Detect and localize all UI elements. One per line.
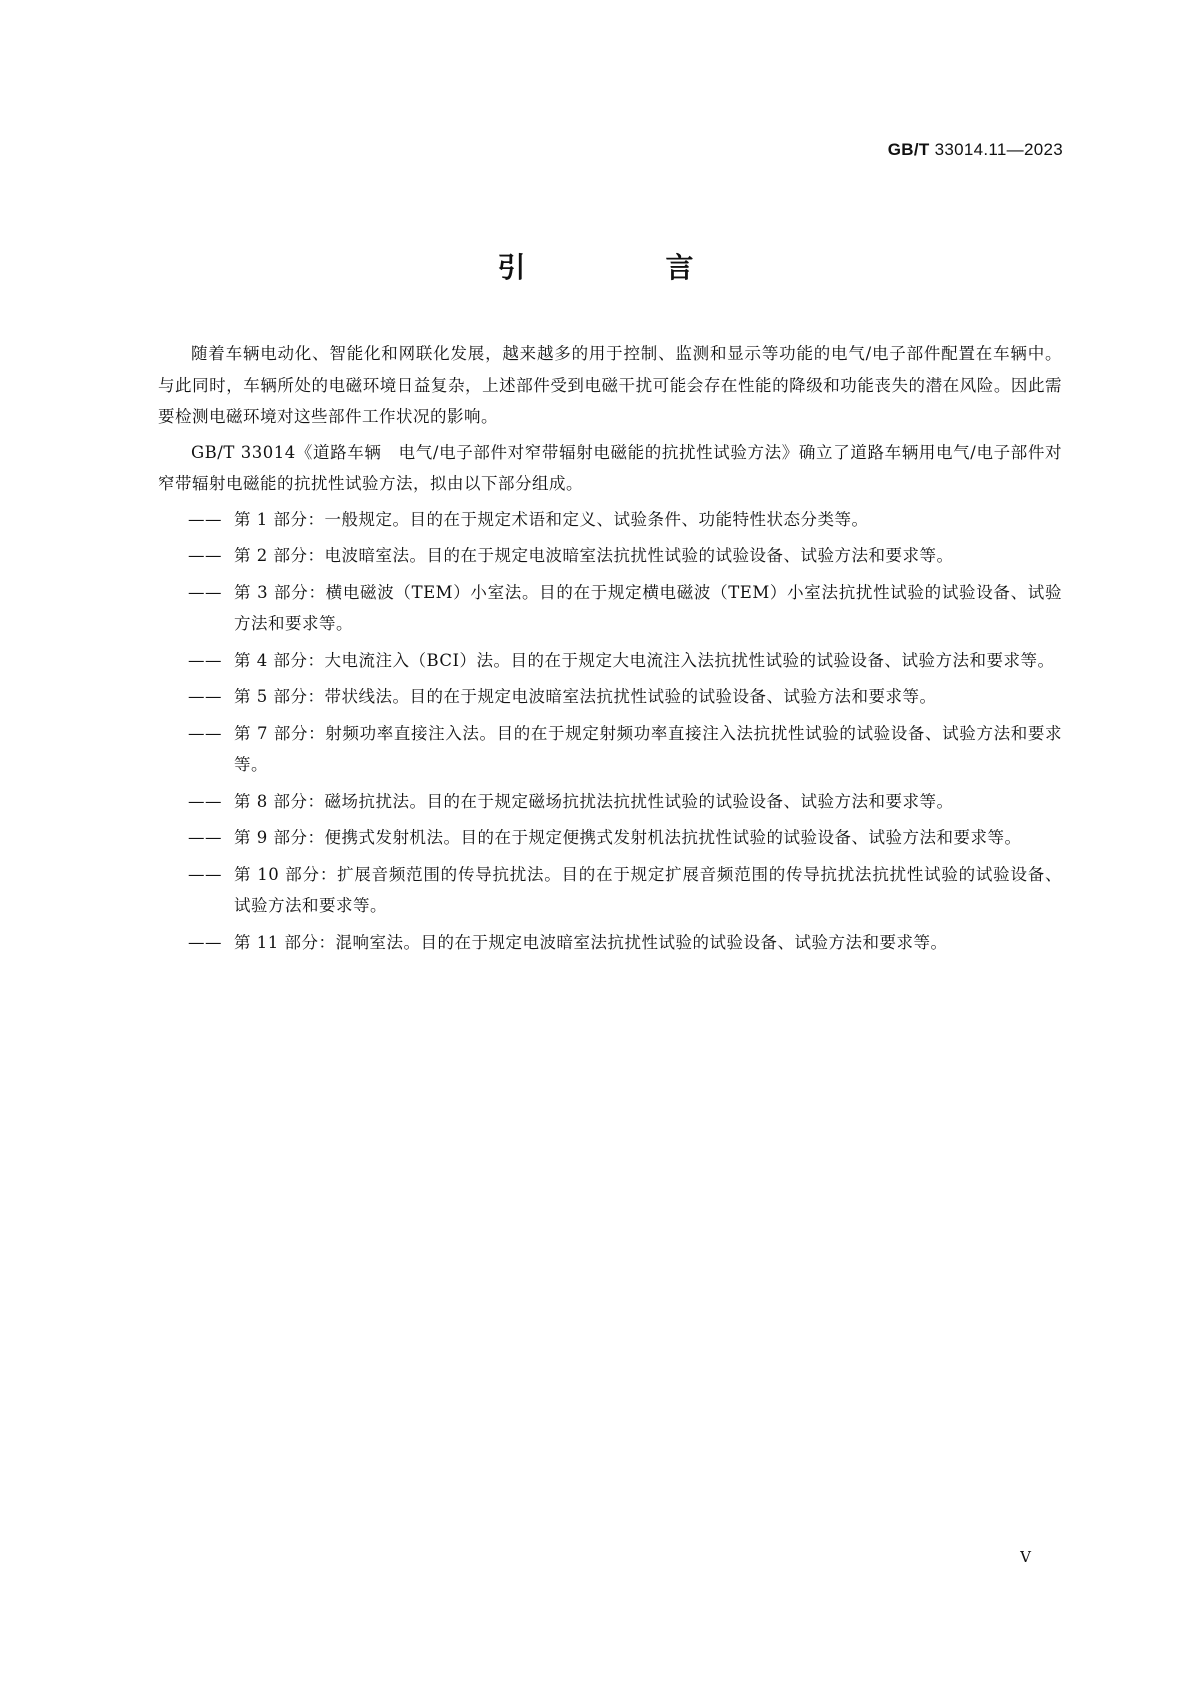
dash-marker: —— xyxy=(188,650,222,670)
standard-code-prefix: GB/T xyxy=(887,140,930,159)
page-number: V xyxy=(1020,1548,1031,1566)
list-item xyxy=(158,681,1062,713)
introduction-body xyxy=(158,338,1062,963)
list-item-text: 第 7 部分：射频功率直接注入法。目的在于规定射频功率直接注入法抗扰性试验的试验设备、试验方法和要求等。 xyxy=(234,723,1062,774)
list-item-text: 第 5 部分：带状线法。目的在于规定电波暗室法抗扰性试验的试验设备、试验方法和要求等。 xyxy=(234,687,937,706)
dash-marker: —— xyxy=(188,582,222,602)
list-item-text: 第 2 部分：电波暗室法。目的在于规定电波暗室法抗扰性试验的试验设备、试验方法和要求等。 xyxy=(234,546,954,565)
list-item xyxy=(158,822,1062,854)
list-item xyxy=(158,859,1062,922)
list-item xyxy=(158,786,1062,818)
dash-marker: —— xyxy=(188,723,222,743)
intro-paragraph-1: 随着车辆电动化、智能化和网联化发展，越来越多的用于控制、监测和显示等功能的电气/电子部件配置在车辆中。与此同时，车辆所处的电磁环境日益复杂，上述部件受到电磁干扰可能会存在性能的降级和功能丧失的潜在风险。因此需要检测电磁环境对这些部件工作状况的影响。 xyxy=(158,344,1062,426)
list-item xyxy=(158,504,1062,536)
dash-marker: —— xyxy=(188,687,222,706)
list-item xyxy=(158,927,1062,959)
standard-code-number: 33014.11—2023 xyxy=(934,140,1063,159)
standard-code xyxy=(888,140,1063,160)
intro-paragraph-2: GB/T 33014《道路车辆 电气/电子部件对窄带辐射电磁能的抗扰性试验方法》确立了道路车辆用电气/电子部件对窄带辐射电磁能的抗扰性试验方法，拟由以下部分组成。 xyxy=(158,442,1062,493)
dash-marker: —— xyxy=(188,932,222,952)
list-item-text: 第 8 部分：磁场抗扰法。目的在于规定磁场抗扰法抗扰性试验的试验设备、试验方法和要求等。 xyxy=(234,791,954,811)
parts-list xyxy=(158,504,1062,959)
list-item-text: 第 9 部分：便携式发射机法。目的在于规定便携式发射机法抗扰性试验的试验设备、试验方法和要求等。 xyxy=(234,828,1022,847)
list-item-text: 第 11 部分：混响室法。目的在于规定电波暗室法抗扰性试验的试验设备、试验方法和要求等。 xyxy=(234,932,948,952)
dash-marker: —— xyxy=(188,509,222,529)
dash-marker: —— xyxy=(188,828,222,847)
section-title: 引 言 xyxy=(497,251,750,284)
list-item xyxy=(158,577,1062,640)
list-item-text: 第 4 部分：大电流注入（BCI）法。目的在于规定大电流注入法抗扰性试验的试验设备、试验方法和要求等。 xyxy=(234,650,1055,670)
list-item xyxy=(158,718,1062,781)
dash-marker: —— xyxy=(188,864,222,884)
list-item-text: 第 1 部分：一般规定。目的在于规定术语和定义、试验条件、功能特性状态分类等。 xyxy=(234,509,869,529)
list-item xyxy=(158,540,1062,572)
list-item xyxy=(158,645,1062,677)
list-item-text: 第 3 部分：横电磁波（TEM）小室法。目的在于规定横电磁波（TEM）小室法抗扰性试验的试验设备、试验方法和要求等。 xyxy=(234,582,1062,633)
list-item-text: 第 10 部分：扩展音频范围的传导抗扰法。目的在于规定扩展音频范围的传导抗扰法抗扰性试验的试验设备、试验方法和要求等。 xyxy=(234,864,1062,915)
dash-marker: —— xyxy=(188,546,222,565)
dash-marker: —— xyxy=(188,791,222,811)
